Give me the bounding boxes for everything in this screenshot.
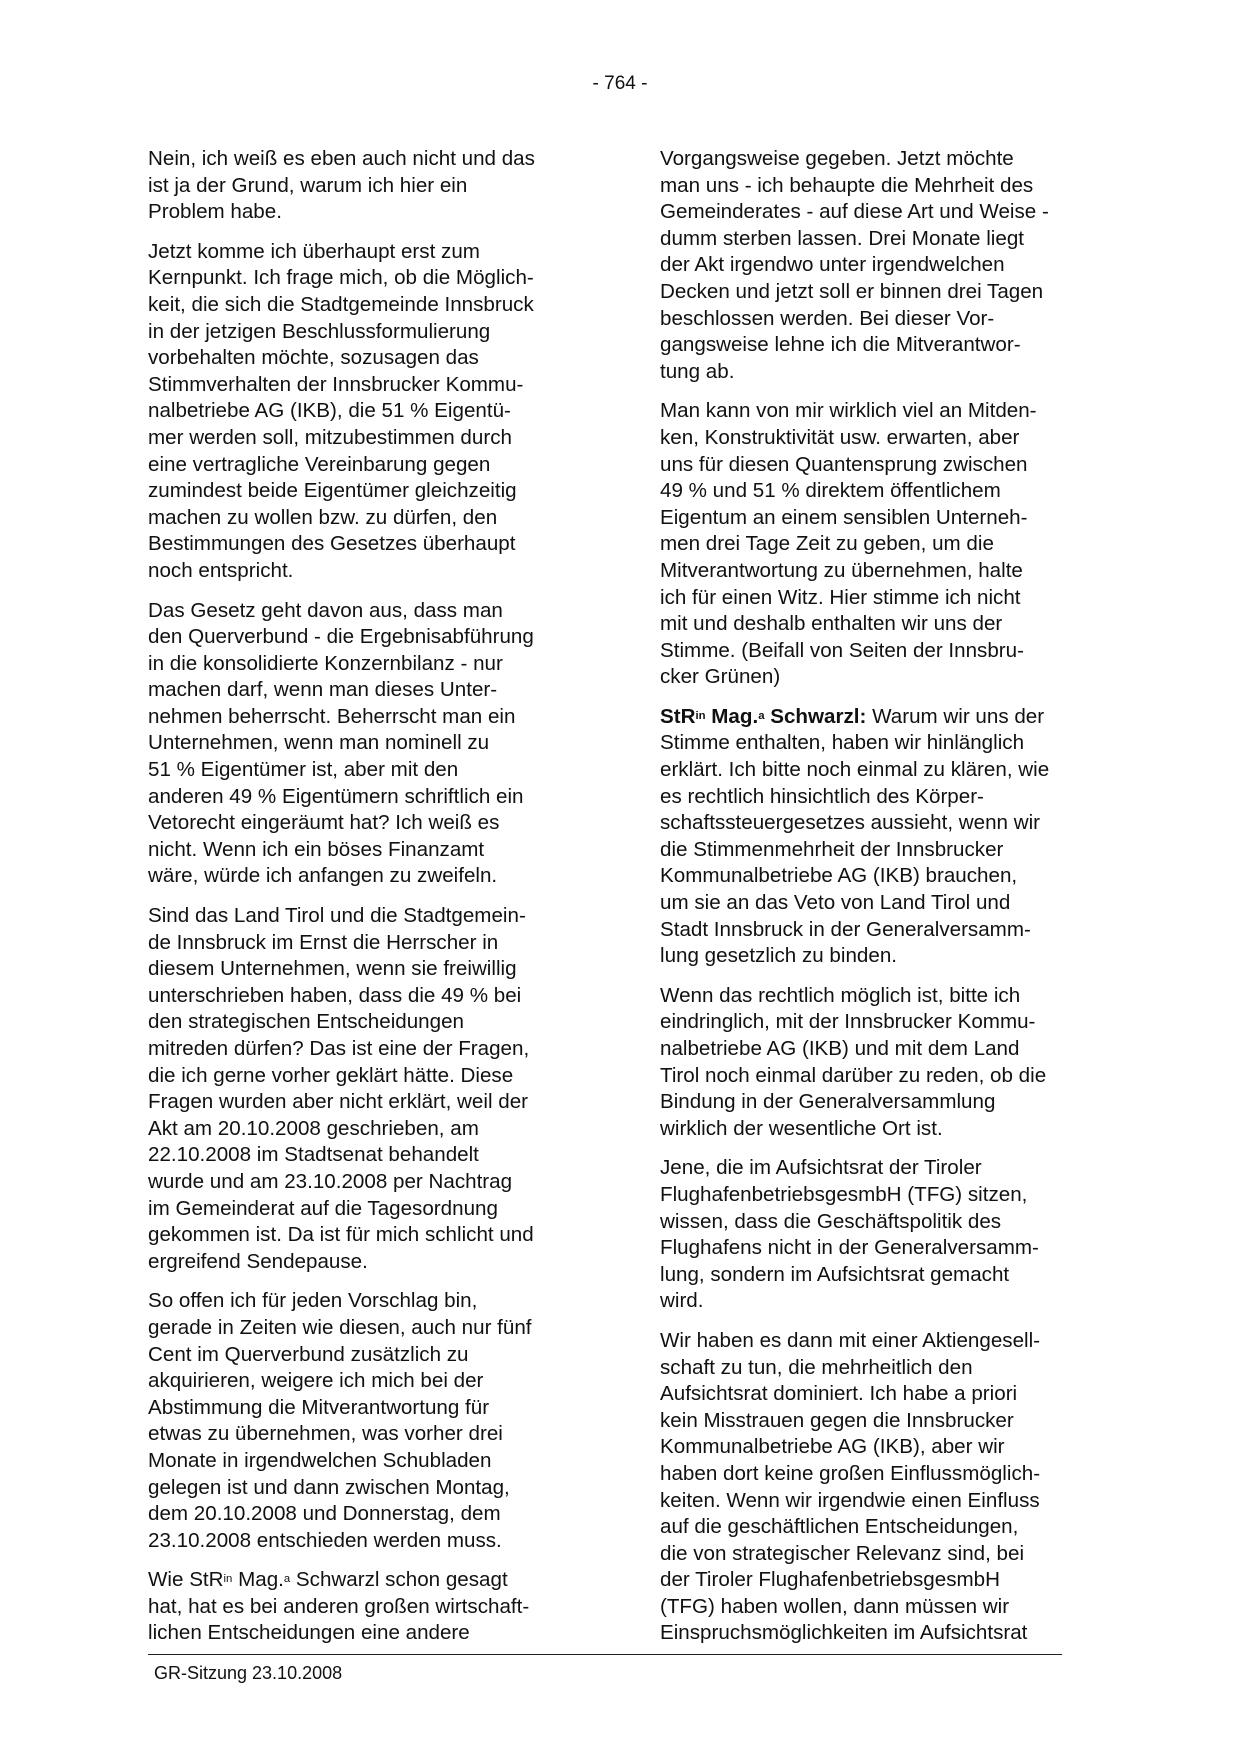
text-line: Kernpunkt. Ich frage mich, ob die Möglich- xyxy=(148,266,534,290)
paragraph xyxy=(660,983,1110,1143)
text-line: Tirol noch einmal darüber zu reden, ob die xyxy=(660,1063,1047,1087)
text-line: Bestimmungen des Gesetzes überhaupt xyxy=(148,532,516,556)
text-line: etwas zu übernehmen, was vorher drei xyxy=(148,1422,503,1446)
text-line: in die konsolidierte Konzernbilanz - nur xyxy=(148,651,503,675)
text-line: man uns - ich behaupte die Mehrheit des xyxy=(660,173,1034,197)
text-line: Nein, ich weiß es eben auch nicht und das xyxy=(148,147,535,170)
text-line: Jetzt komme ich überhaupt erst zum xyxy=(148,239,480,263)
footer-session-date: GR-Sitzung 23.10.2008 xyxy=(154,1663,343,1683)
text-line: schaft zu tun, die mehrheitlich den xyxy=(660,1355,973,1379)
paragraph xyxy=(660,1328,1110,1647)
text-line: Stimme enthalten, haben wir hinlänglich xyxy=(660,731,1025,755)
text-line: ken, Konstruktivität usw. erwarten, aber xyxy=(660,425,1020,449)
text-line: Wir haben es dann mit einer Aktiengesell- xyxy=(660,1328,1041,1352)
text-line: tung ab. xyxy=(660,359,735,383)
text-line: haben dort keine großen Einflussmöglich- xyxy=(660,1461,1041,1485)
text-line: beschlossen werden. Bei dieser Vor- xyxy=(660,306,995,330)
text-line: Decken und jetzt soll er binnen drei Tagen xyxy=(660,279,1044,303)
text-line: Man kann von mir wirklich viel an Mitden- xyxy=(660,399,1037,423)
text-line: Abstimmung die Mitverantwortung für xyxy=(148,1395,490,1419)
text-line: men drei Tage Zeit zu geben, um die xyxy=(660,532,994,556)
text-line: ich für einen Witz. Hier stimme ich nicht xyxy=(660,585,1021,609)
text-line: mit und deshalb enthalten wir uns der xyxy=(660,612,1003,636)
text-line: machen zu wollen bzw. zu dürfen, den xyxy=(148,505,498,529)
text-line: akquirieren, weigere ich mich bei der xyxy=(148,1369,484,1393)
text-line: Wenn das rechtlich möglich ist, bitte ich xyxy=(660,983,1021,1007)
text-line: Monate in irgendwelchen Schubladen xyxy=(148,1448,492,1472)
text-line: Stimme. (Beifall von Seiten der Innsbru- xyxy=(660,638,1024,662)
text-line: gerade in Zeiten wie diesen, auch nur fünf xyxy=(148,1315,532,1339)
text-line: Stimmverhalten der Innsbrucker Kommu- xyxy=(148,372,524,396)
text-line: Mitverantwortung zu übernehmen, halte xyxy=(660,558,1023,582)
text-line: machen darf, wenn man dieses Unter- xyxy=(148,678,498,702)
text-line: wäre, würde ich anfangen zu zweifeln. xyxy=(148,864,498,888)
paragraph xyxy=(148,146,598,226)
text-line: Kommunalbetriebe AG (IKB), aber wir xyxy=(660,1435,1005,1459)
text-line: keit, die sich die Stadtgemeinde Innsbruck xyxy=(148,292,534,316)
text-line: StR$^{in}$ Mag.$^a$ Schwarzl: Warum wir uns der xyxy=(660,704,1045,728)
text-line: die ich gerne vorher geklärt hätte. Diese xyxy=(148,1063,514,1087)
text-line: schaftssteuergesetzes aussieht, wenn wir xyxy=(660,811,1041,835)
text-line: gekommen ist. Da ist für mich schlicht und xyxy=(148,1223,534,1247)
text-line: Bindung in der Generalversammlung xyxy=(660,1090,996,1114)
text-line: (TFG) haben wollen, dann müssen wir xyxy=(660,1594,1010,1618)
text-line: in der jetzigen Beschlussformulierung xyxy=(148,319,491,343)
text-line: Fragen wurden aber nicht erklärt, weil der xyxy=(148,1090,529,1114)
text-line: der Tiroler FlughafenbetriebsgesmbH xyxy=(660,1568,1000,1592)
text-line: ergreifend Sendepause. xyxy=(148,1249,368,1273)
text-line: im Gemeinderat auf die Tagesordnung xyxy=(148,1196,498,1220)
page-number: - 764 - xyxy=(592,73,648,94)
text-line: keiten. Wenn wir irgendwie einen Einfluss xyxy=(660,1488,1040,1512)
text-line: Unternehmen, wenn man nominell zu xyxy=(148,731,490,755)
text-line: Kommunalbetriebe AG (IKB) brauchen, xyxy=(660,864,1018,888)
text-line: die von strategischer Relevanz sind, bei xyxy=(660,1541,1025,1565)
text-line: 49 % und 51 % direktem öffentlichem xyxy=(660,479,1001,503)
text-line: nalbetriebe AG (IKB) und mit dem Land xyxy=(660,1037,1020,1060)
text-line: den strategischen Entscheidungen xyxy=(148,1010,464,1034)
left-column xyxy=(148,146,598,1660)
text-line: Flughafens nicht in der Generalversamm- xyxy=(660,1236,1039,1260)
text-line: gelegen ist und dann zwischen Montag, xyxy=(148,1475,510,1499)
text-line: den Querverbund - die Ergebnisabführung xyxy=(148,625,534,649)
text-line: Aufsichtsrat dominiert. Ich habe a priori xyxy=(660,1382,1018,1406)
text-line: Einspruchsmöglichkeiten im Aufsichtsrat xyxy=(660,1621,1028,1645)
text-line: noch entspricht. xyxy=(148,558,294,582)
text-line: kein Misstrauen gegen die Innsbrucker xyxy=(660,1408,1014,1432)
text-line: Wie StR$^{in}$ Mag.$^a$ Schwarzl schon gesagt xyxy=(148,1568,508,1592)
text-line: eine vertragliche Vereinbarung gegen xyxy=(148,452,491,476)
text-line: Das Gesetz geht davon aus, dass man xyxy=(148,598,503,622)
text-line: cker Grünen) xyxy=(660,665,781,689)
text-line: mitreden dürfen? Das ist eine der Fragen, xyxy=(148,1037,530,1060)
text-line: erklärt. Ich bitte noch einmal zu klären, wie xyxy=(660,758,1050,782)
text-line: Vetorecht eingeräumt hat? Ich weiß es xyxy=(148,811,500,835)
text-line: mer werden soll, mitzubestimmen durch xyxy=(148,425,512,449)
text-line: 22.10.2008 im Stadtsenat behandelt xyxy=(148,1143,479,1167)
text-line: der Akt irgendwo unter irgendwelchen xyxy=(660,253,1005,277)
speaker-name: StR$^{in}$ Mag.$^a$ Schwarzl: xyxy=(660,704,867,728)
text-line: unterschrieben haben, dass die 49 % bei xyxy=(148,983,522,1007)
text-line: Sind das Land Tirol und die Stadtgemein- xyxy=(148,904,526,928)
text-line: Jene, die im Aufsichtsrat der Tiroler xyxy=(660,1156,982,1180)
text-line: nicht. Wenn ich ein böses Finanzamt xyxy=(148,837,485,861)
text-line: zumindest beide Eigentümer gleichzeitig xyxy=(148,479,517,503)
text-line: FlughafenbetriebsgesmbH (TFG) sitzen, xyxy=(660,1182,1028,1206)
text-line: vorbehalten möchte, sozusagen das xyxy=(148,346,479,370)
paragraph xyxy=(148,903,598,1275)
paragraph xyxy=(660,398,1110,691)
text-line: Gemeinderates - auf diese Art und Weise - xyxy=(660,200,1049,224)
text-line: ist ja der Grund, warum ich hier ein xyxy=(148,173,468,197)
paragraph xyxy=(660,146,1110,385)
paragraph xyxy=(148,598,598,891)
text-line: 23.10.2008 entschieden werden muss. xyxy=(148,1528,502,1552)
text-line: auf die geschäftlichen Entscheidungen, xyxy=(660,1515,1019,1539)
text-line: nalbetriebe AG (IKB), die 51 % Eigentü- xyxy=(148,399,511,423)
speaker-paragraph xyxy=(660,704,1110,970)
paragraph xyxy=(148,1567,598,1647)
text-line: die Stimmenmehrheit der Innsbrucker xyxy=(660,837,1004,861)
right-column xyxy=(660,146,1110,1660)
text-line: lichen Entscheidungen eine andere xyxy=(148,1621,470,1645)
text-line: hat, hat es bei anderen großen wirtschaft- xyxy=(148,1594,530,1618)
text-line: diesem Unternehmen, wenn sie freiwillig xyxy=(148,957,517,981)
text-line: wurde und am 23.10.2008 per Nachtrag xyxy=(148,1169,513,1193)
text-line: Akt am 20.10.2008 geschrieben, am xyxy=(148,1116,479,1140)
text-line: anderen 49 % Eigentümern schriftlich ein xyxy=(148,784,524,808)
text-line: gangsweise lehne ich die Mitverantwor- xyxy=(660,333,1021,357)
text-line: Stadt Innsbruck in der Generalversamm- xyxy=(660,917,1031,941)
text-line: wird. xyxy=(660,1289,704,1313)
paragraph xyxy=(148,239,598,585)
text-line: Vorgangsweise gegeben. Jetzt möchte xyxy=(660,147,1014,170)
text-line: So offen ich für jeden Vorschlag bin, xyxy=(148,1289,478,1313)
text-line: wissen, dass die Geschäftspolitik des xyxy=(660,1209,1002,1233)
text-line: nehmen beherrscht. Beherrscht man ein xyxy=(148,704,516,728)
text-line: um sie an das Veto von Land Tirol und xyxy=(660,891,1011,915)
text-line: 51 % Eigentümer ist, aber mit den xyxy=(148,758,459,782)
text-line: es rechtlich hinsichtlich des Körper- xyxy=(660,784,984,808)
paragraph xyxy=(148,1288,598,1554)
text-line: wirklich der wesentliche Ort ist. xyxy=(660,1116,943,1140)
text-line: Problem habe. xyxy=(148,200,282,224)
text-line: de Innsbruck im Ernst die Herrscher in xyxy=(148,930,499,954)
text-line: Eigentum an einem sensiblen Unterneh- xyxy=(660,505,1028,529)
text-line: uns für diesen Quantensprung zwischen xyxy=(660,452,1028,476)
paragraph xyxy=(660,1155,1110,1315)
text-line: lung, sondern im Aufsichtsrat gemacht xyxy=(660,1262,1010,1286)
text-line: eindringlich, mit der Innsbrucker Kommu- xyxy=(660,1010,1036,1034)
text-line: lung gesetzlich zu binden. xyxy=(660,944,897,968)
text-line: dem 20.10.2008 und Donnerstag, dem xyxy=(148,1502,501,1526)
text-line: dumm sterben lassen. Drei Monate liegt xyxy=(660,226,1024,250)
text-line: Cent im Querverbund zusätzlich zu xyxy=(148,1342,469,1366)
footer-divider xyxy=(148,1654,1062,1655)
